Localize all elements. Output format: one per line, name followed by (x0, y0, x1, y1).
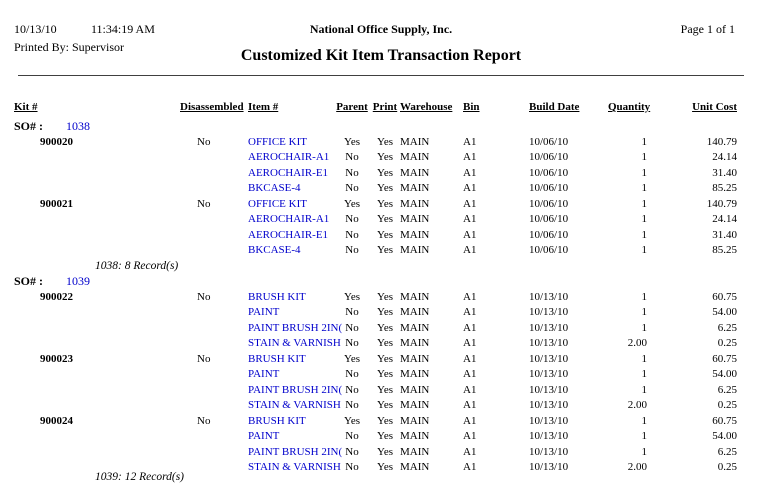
bin-value: A1 (460, 460, 528, 476)
table-row (0, 336, 745, 352)
print-value: Yes (372, 352, 398, 368)
col-header-bin: Bin (460, 100, 528, 116)
print-date: 10/13/10 (14, 22, 88, 37)
bin-value: A1 (460, 228, 528, 244)
disassembled-value (178, 460, 248, 476)
print-value: Yes (372, 197, 398, 213)
parent-value: No (332, 228, 372, 244)
print-value: Yes (372, 228, 398, 244)
kit-number (0, 166, 178, 182)
item-link[interactable]: BRUSH KIT (248, 290, 332, 306)
parent-value: No (332, 305, 372, 321)
build-date-value: 10/06/10 (528, 243, 608, 259)
item-link[interactable]: BKCASE-4 (248, 243, 332, 259)
print-time: 11:34:19 AM (91, 22, 155, 36)
kit-number (0, 243, 178, 259)
header-divider (18, 75, 744, 76)
print-value: Yes (372, 383, 398, 399)
unit-cost-value: 60.75 (652, 414, 745, 430)
disassembled-value: No (178, 135, 248, 151)
warehouse-value: MAIN (398, 166, 460, 182)
build-date-value: 10/06/10 (528, 166, 608, 182)
print-value: Yes (372, 305, 398, 321)
parent-value: No (332, 429, 372, 445)
item-link[interactable]: PAINT (248, 429, 332, 445)
bin-value: A1 (460, 414, 528, 430)
kit-number (0, 305, 178, 321)
unit-cost-value: 140.79 (652, 197, 745, 213)
build-date-value: 10/13/10 (528, 460, 608, 476)
record-count: 1038: 8 Record(s) (0, 259, 745, 275)
table-row (0, 290, 745, 306)
disassembled-value: No (178, 414, 248, 430)
table-row (0, 383, 745, 399)
bin-value: A1 (460, 445, 528, 461)
table-row (0, 429, 745, 445)
col-header-kit: Kit # (0, 100, 178, 116)
table-row (0, 135, 745, 151)
parent-value: No (332, 166, 372, 182)
table-row (0, 197, 745, 213)
disassembled-value: No (178, 352, 248, 368)
table-row (0, 321, 745, 337)
build-date-value: 10/06/10 (528, 197, 608, 213)
kit-number: 900020 (0, 135, 178, 151)
item-link[interactable]: PAINT BRUSH 2IN( (248, 321, 332, 337)
parent-value: No (332, 181, 372, 197)
table-row (0, 367, 745, 383)
print-value: Yes (372, 445, 398, 461)
parent-value: No (332, 398, 372, 414)
build-date-value: 10/13/10 (528, 336, 608, 352)
warehouse-value: MAIN (398, 460, 460, 476)
warehouse-value: MAIN (398, 336, 460, 352)
bin-value: A1 (460, 305, 528, 321)
item-link[interactable]: BRUSH KIT (248, 414, 332, 430)
item-link[interactable]: BRUSH KIT (248, 352, 332, 368)
table-row (0, 398, 745, 414)
unit-cost-value: 6.25 (652, 321, 745, 337)
quantity-value: 1 (608, 445, 652, 461)
print-value: Yes (372, 290, 398, 306)
quantity-value: 1 (608, 290, 652, 306)
parent-value: No (332, 460, 372, 476)
build-date-value: 10/06/10 (528, 135, 608, 151)
item-link[interactable]: STAIN & VARNISH (248, 336, 332, 352)
bin-value: A1 (460, 166, 528, 182)
printed-by: Printed By: Supervisor (14, 40, 124, 55)
quantity-value: 2.00 (608, 398, 652, 414)
item-link[interactable]: BKCASE-4 (248, 181, 332, 197)
build-date-value: 10/06/10 (528, 181, 608, 197)
disassembled-value (178, 243, 248, 259)
build-date-value: 10/13/10 (528, 352, 608, 368)
print-value: Yes (372, 398, 398, 414)
warehouse-value: MAIN (398, 290, 460, 306)
quantity-value: 1 (608, 228, 652, 244)
table-row (0, 414, 745, 430)
quantity-value: 1 (608, 429, 652, 445)
table-row (0, 445, 745, 461)
warehouse-value: MAIN (398, 398, 460, 414)
build-date-value: 10/13/10 (528, 321, 608, 337)
company-name: National Office Supply, Inc. (0, 22, 762, 37)
item-link[interactable]: STAIN & VARNISH (248, 460, 332, 476)
disassembled-value: No (178, 197, 248, 213)
kit-number (0, 336, 178, 352)
disassembled-value (178, 228, 248, 244)
parent-value: No (332, 150, 372, 166)
kit-number: 900024 (0, 414, 178, 430)
bin-value: A1 (460, 135, 528, 151)
col-header-print: Print (372, 100, 398, 116)
warehouse-value: MAIN (398, 383, 460, 399)
parent-value: No (332, 445, 372, 461)
disassembled-value (178, 383, 248, 399)
item-link[interactable]: PAINT (248, 305, 332, 321)
disassembled-value (178, 367, 248, 383)
disassembled-value: No (178, 290, 248, 306)
table-row (0, 166, 745, 182)
unit-cost-value: 54.00 (652, 429, 745, 445)
print-value: Yes (372, 150, 398, 166)
quantity-value: 1 (608, 243, 652, 259)
unit-cost-value: 0.25 (652, 460, 745, 476)
warehouse-value: MAIN (398, 228, 460, 244)
warehouse-value: MAIN (398, 243, 460, 259)
quantity-value: 1 (608, 166, 652, 182)
table-row (0, 305, 745, 321)
item-link[interactable]: OFFICE KIT (248, 135, 332, 151)
col-header-quantity: Quantity (608, 100, 652, 116)
build-date-value: 10/13/10 (528, 414, 608, 430)
col-header-build-date: Build Date (528, 100, 608, 116)
unit-cost-value: 0.25 (652, 398, 745, 414)
disassembled-value (178, 305, 248, 321)
quantity-value: 1 (608, 321, 652, 337)
disassembled-value (178, 150, 248, 166)
print-value: Yes (372, 243, 398, 259)
parent-value: Yes (332, 414, 372, 430)
unit-cost-value: 0.25 (652, 336, 745, 352)
item-link[interactable]: PAINT (248, 367, 332, 383)
quantity-value: 1 (608, 135, 652, 151)
col-header-item: Item # (248, 100, 332, 116)
build-date-value: 10/13/10 (528, 383, 608, 399)
unit-cost-value: 140.79 (652, 135, 745, 151)
build-date-value: 10/13/10 (528, 445, 608, 461)
unit-cost-value: 54.00 (652, 367, 745, 383)
print-value: Yes (372, 336, 398, 352)
table-row (0, 352, 745, 368)
build-date-value: 10/13/10 (528, 290, 608, 306)
kit-number (0, 429, 178, 445)
kit-number: 900022 (0, 290, 178, 306)
parent-value: No (332, 321, 372, 337)
col-header-warehouse: Warehouse (398, 100, 460, 116)
disassembled-value (178, 429, 248, 445)
bin-value: A1 (460, 181, 528, 197)
parent-value: No (332, 383, 372, 399)
so-number-link[interactable]: 1039 (66, 274, 90, 288)
kit-number (0, 445, 178, 461)
kit-number: 900023 (0, 352, 178, 368)
report-title: Customized Kit Item Transaction Report (0, 47, 762, 65)
print-value: Yes (372, 460, 398, 476)
build-date-value: 10/13/10 (528, 305, 608, 321)
build-date-value: 10/13/10 (528, 398, 608, 414)
kit-number (0, 367, 178, 383)
table-row (0, 181, 745, 197)
so-number-link[interactable]: 1038 (66, 119, 90, 133)
col-header-disassembled: Disassembled (178, 100, 248, 116)
unit-cost-value: 85.25 (652, 243, 745, 259)
bin-value: A1 (460, 367, 528, 383)
unit-cost-value: 24.14 (652, 212, 745, 228)
kit-number: 900021 (0, 197, 178, 213)
col-header-unit-cost: Unit Cost (652, 100, 745, 116)
kit-number (0, 150, 178, 166)
so-group-row (0, 274, 745, 290)
warehouse-value: MAIN (398, 181, 460, 197)
quantity-value: 1 (608, 367, 652, 383)
item-link[interactable]: AEROCHAIR-A1 (248, 212, 332, 228)
warehouse-value: MAIN (398, 197, 460, 213)
quantity-value: 1 (608, 181, 652, 197)
bin-value: A1 (460, 212, 528, 228)
kit-number (0, 212, 178, 228)
column-header-row (0, 100, 745, 116)
kit-number (0, 181, 178, 197)
build-date-value: 10/06/10 (528, 228, 608, 244)
warehouse-value: MAIN (398, 212, 460, 228)
quantity-value: 1 (608, 150, 652, 166)
table-row (0, 212, 745, 228)
quantity-value: 1 (608, 305, 652, 321)
unit-cost-value: 85.25 (652, 181, 745, 197)
quantity-value: 2.00 (608, 336, 652, 352)
print-value: Yes (372, 414, 398, 430)
unit-cost-value: 60.75 (652, 290, 745, 306)
unit-cost-value: 54.00 (652, 305, 745, 321)
quantity-value: 1 (608, 352, 652, 368)
item-link[interactable]: PAINT BRUSH 2IN( (248, 445, 332, 461)
disassembled-value (178, 445, 248, 461)
unit-cost-value: 24.14 (652, 150, 745, 166)
quantity-value: 1 (608, 197, 652, 213)
build-date-value: 10/13/10 (528, 429, 608, 445)
parent-value: Yes (332, 290, 372, 306)
kit-number (0, 383, 178, 399)
so-label: SO# : (0, 274, 66, 290)
unit-cost-value: 6.25 (652, 445, 745, 461)
bin-value: A1 (460, 290, 528, 306)
warehouse-value: MAIN (398, 445, 460, 461)
disassembled-value (178, 321, 248, 337)
print-value: Yes (372, 429, 398, 445)
quantity-value: 1 (608, 212, 652, 228)
so-group-row (0, 119, 745, 135)
table-row (0, 150, 745, 166)
print-value: Yes (372, 321, 398, 337)
print-value: Yes (372, 135, 398, 151)
col-header-parent: Parent (332, 100, 372, 116)
bin-value: A1 (460, 243, 528, 259)
bin-value: A1 (460, 336, 528, 352)
unit-cost-value: 60.75 (652, 352, 745, 368)
disassembled-value (178, 181, 248, 197)
quantity-value: 2.00 (608, 460, 652, 476)
bin-value: A1 (460, 383, 528, 399)
table-row (0, 228, 745, 244)
disassembled-value (178, 212, 248, 228)
warehouse-value: MAIN (398, 352, 460, 368)
print-value: Yes (372, 166, 398, 182)
disassembled-value (178, 336, 248, 352)
bin-value: A1 (460, 197, 528, 213)
parent-value: Yes (332, 197, 372, 213)
warehouse-value: MAIN (398, 305, 460, 321)
warehouse-value: MAIN (398, 414, 460, 430)
item-link[interactable]: AEROCHAIR-E1 (248, 228, 332, 244)
build-date-value: 10/06/10 (528, 212, 608, 228)
quantity-value: 1 (608, 414, 652, 430)
warehouse-value: MAIN (398, 135, 460, 151)
build-date-value: 10/13/10 (528, 367, 608, 383)
kit-number (0, 398, 178, 414)
parent-value: No (332, 336, 372, 352)
quantity-value: 1 (608, 383, 652, 399)
unit-cost-value: 31.40 (652, 166, 745, 182)
item-link[interactable]: PAINT BRUSH 2IN( (248, 383, 332, 399)
item-link[interactable]: AEROCHAIR-A1 (248, 150, 332, 166)
bin-value: A1 (460, 429, 528, 445)
warehouse-value: MAIN (398, 321, 460, 337)
item-link[interactable]: STAIN & VARNISH (248, 398, 332, 414)
report-header (0, 0, 762, 80)
disassembled-value (178, 166, 248, 182)
disassembled-value (178, 398, 248, 414)
parent-value: No (332, 212, 372, 228)
parent-value: No (332, 243, 372, 259)
unit-cost-value: 31.40 (652, 228, 745, 244)
so-label: SO# : (0, 119, 66, 135)
warehouse-value: MAIN (398, 150, 460, 166)
item-link[interactable]: OFFICE KIT (248, 197, 332, 213)
print-value: Yes (372, 367, 398, 383)
print-value: Yes (372, 212, 398, 228)
warehouse-value: MAIN (398, 429, 460, 445)
unit-cost-value: 6.25 (652, 383, 745, 399)
print-value: Yes (372, 181, 398, 197)
build-date-value: 10/06/10 (528, 150, 608, 166)
parent-value: Yes (332, 352, 372, 368)
parent-value: No (332, 367, 372, 383)
bin-value: A1 (460, 398, 528, 414)
report-body (0, 119, 745, 485)
bin-value: A1 (460, 352, 528, 368)
parent-value: Yes (332, 135, 372, 151)
item-link[interactable]: AEROCHAIR-E1 (248, 166, 332, 182)
bin-value: A1 (460, 321, 528, 337)
table-row (0, 243, 745, 259)
warehouse-value: MAIN (398, 367, 460, 383)
kit-number (0, 228, 178, 244)
bin-value: A1 (460, 150, 528, 166)
kit-number (0, 321, 178, 337)
page-number: Page 1 of 1 (681, 22, 735, 37)
record-count: 1039: 12 Record(s) (0, 470, 745, 485)
